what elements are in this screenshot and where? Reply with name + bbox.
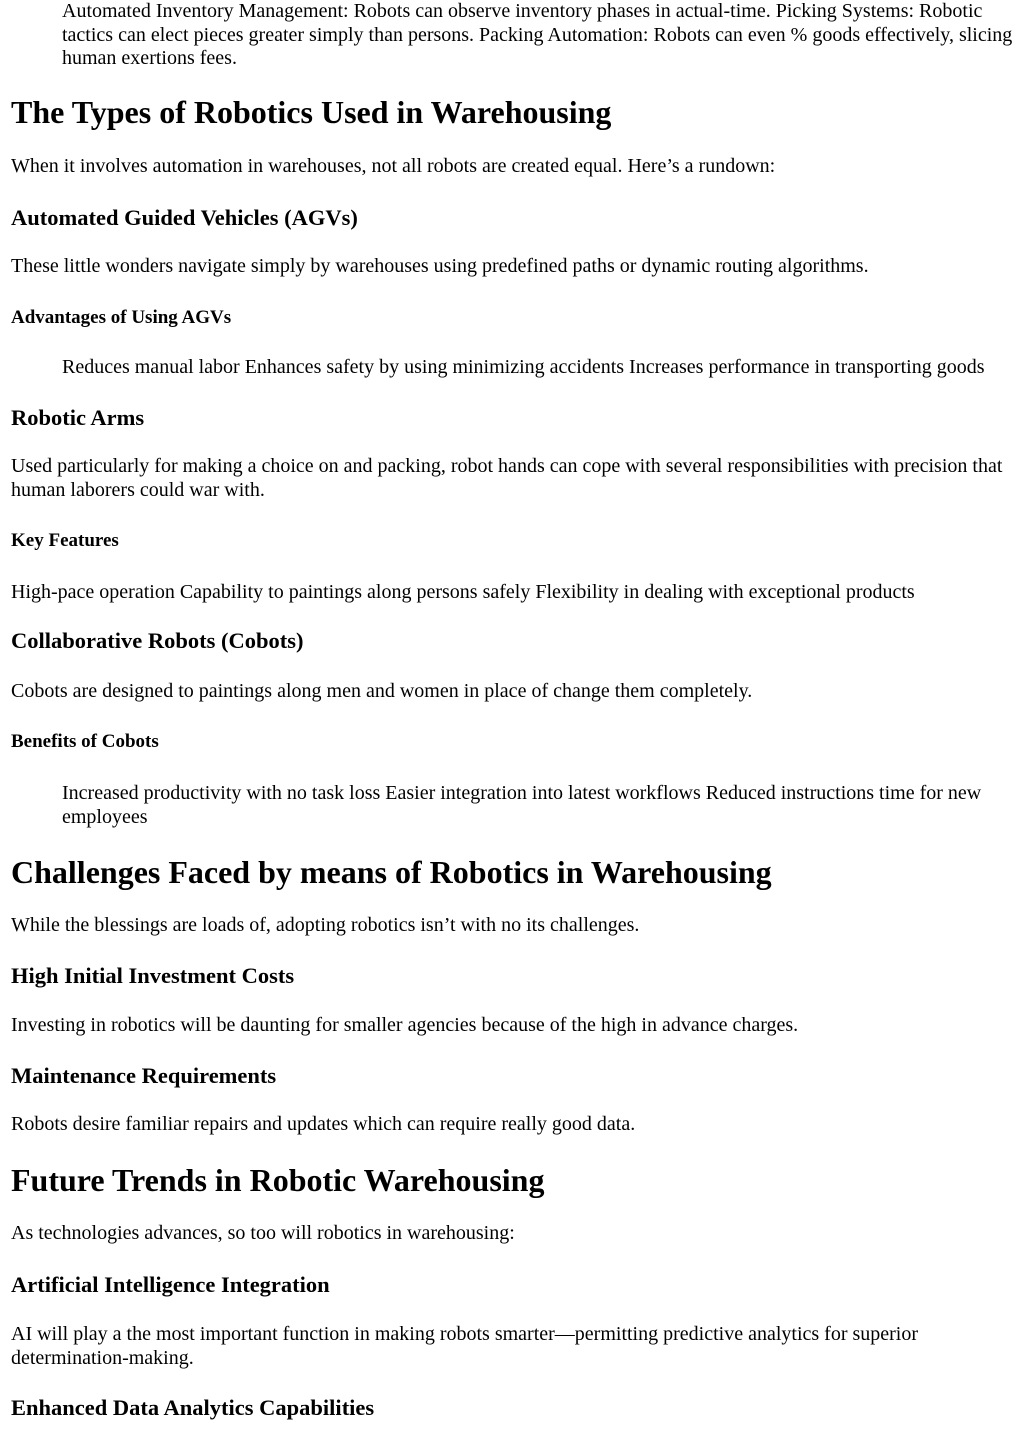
heading-investment-costs: High Initial Investment Costs	[11, 963, 295, 988]
heading-ai-integration: Artificial Intelligence Integration	[11, 1272, 330, 1297]
heading-maintenance: Maintenance Requirements	[11, 1063, 277, 1088]
paragraph-future-trends: As technologies advances, so too will robotics in warehousing:	[11, 1222, 515, 1244]
heading-benefits-cobots: Benefits of Cobots	[11, 731, 159, 752]
paragraph-agvs: These little wonders navigate simply by warehouses using predefined paths or dynamic routing algorithms.	[11, 255, 869, 277]
paragraph-robotic-arms: Used particularly for making a choice on and packing, robot hands can cope with several responsibilities with precision that human laborers could war with.	[11, 455, 1003, 501]
heading-types-of-robotics: The Types of Robotics Used in Warehousing	[11, 94, 612, 130]
paragraph-intro-types: When it involves automation in warehouses, not all robots are created equal. Here’s a rundown:	[11, 155, 776, 177]
paragraph-key-features: High-pace operation Capability to paintings along persons safely Flexibility in dealing with exceptional products	[11, 581, 915, 603]
blockquote-agv-advantages: Reduces manual labor Enhances safety by using minimizing accidents Increases performance in transporting goods	[62, 356, 985, 378]
paragraph-ai-integration: AI will play a the most important function in making robots smarter—permitting predictive analytics for superior determination-making.	[11, 1323, 919, 1369]
paragraph-challenges: While the blessings are loads of, adopting robotics isn’t with no its challenges.	[11, 914, 640, 936]
heading-robotic-arms: Robotic Arms	[11, 405, 145, 430]
heading-data-analytics: Enhanced Data Analytics Capabilities	[11, 1395, 375, 1420]
heading-cobots: Collaborative Robots (Cobots)	[11, 628, 304, 653]
heading-future-trends: Future Trends in Robotic Warehousing	[11, 1162, 545, 1198]
paragraph-cobots: Cobots are designed to paintings along men and women in place of change them completely.	[11, 680, 753, 702]
blockquote-robot-uses: Automated Inventory Management: Robots can observe inventory phases in actual-time. Picking Systems: Robotic tactics can elect pieces greater simply than persons. Packing Automation: Robots can even % goods effectively, slicing human exertions fees.	[62, 0, 1013, 69]
paragraph-maintenance: Robots desire familiar repairs and updates which can require really good data.	[11, 1113, 636, 1135]
heading-key-features: Key Features	[11, 530, 119, 551]
paragraph-investment-costs: Investing in robotics will be daunting for smaller agencies because of the high in advance charges.	[11, 1014, 799, 1036]
blockquote-cobot-benefits: Increased productivity with no task loss Easier integration into latest workflows Reduced instructions time for new employees	[62, 782, 982, 828]
heading-agvs: Automated Guided Vehicles (AGVs)	[11, 205, 358, 230]
heading-advantages-agvs: Advantages of Using AGVs	[11, 307, 232, 328]
heading-challenges: Challenges Faced by means of Robotics in Warehousing	[11, 854, 772, 890]
